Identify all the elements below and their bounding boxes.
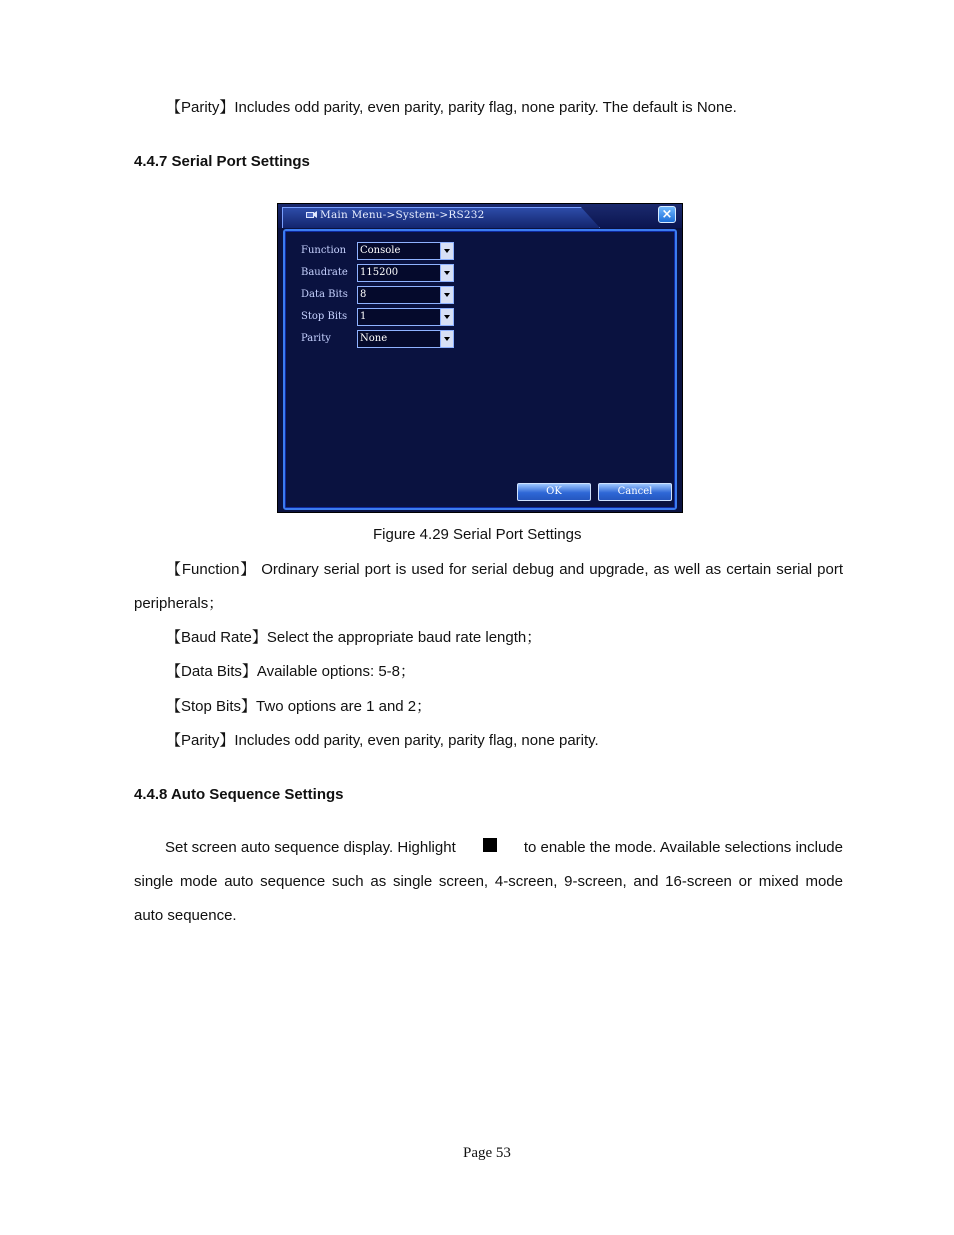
dialog-title: Main Menu->System->RS232 [320,209,485,221]
baudrate-label: Baudrate [301,267,348,278]
dialog-titlebar [278,204,682,228]
chevron-down-icon[interactable] [440,331,453,347]
chevron-down-icon[interactable] [440,243,453,259]
paragraph-data-bits: 【Data Bits】Available options: 5-8； [166,663,416,680]
function-select[interactable] [357,242,454,260]
ok-button[interactable]: OK [517,483,591,501]
paragraph-auto-line2: single mode auto sequence such as single screen, 4-screen, 9-screen, and 16-screen or mixed mode [134,873,843,890]
paragraph-auto-line1 [165,838,843,858]
page-number: Page 53 [463,1145,511,1161]
data-bits-value: 8 [360,289,367,300]
rs232-dialog-figure [277,203,683,513]
chevron-down-icon[interactable] [440,265,453,281]
heading-auto-sequence-settings: 4.4.8 Auto Sequence Settings [134,786,344,803]
paragraph-auto-line3: auto sequence. [134,907,237,924]
main-menu-icon [306,210,317,219]
stop-bits-value: 1 [360,311,367,322]
paragraph-parity: 【Parity】Includes odd parity, even parity, parity flag, none parity. [166,732,599,749]
function-label: Function [301,245,347,256]
heading-serial-port-settings: 4.4.7 Serial Port Settings [134,153,310,170]
parity-select[interactable] [357,330,454,348]
data-bits-select[interactable] [357,286,454,304]
close-icon[interactable]: × [658,206,676,223]
stop-bits-select[interactable] [357,308,454,326]
chevron-down-icon[interactable] [440,287,453,303]
auto-text-a: Set screen auto sequence display. Highlight [165,839,456,856]
paragraph-baud-rate: 【Baud Rate】Select the appropriate baud rate length； [166,629,542,646]
paragraph-function-line2: peripherals； [134,595,224,612]
baudrate-value: 115200 [360,267,399,278]
paragraph-stop-bits: 【Stop Bits】Two options are 1 and 2； [166,698,432,715]
dialog-panel [283,229,677,510]
parity-label: Parity [301,333,331,344]
data-bits-label: Data Bits [301,289,348,300]
parity-value: None [360,333,388,344]
paragraph-function-line1: 【Function】 Ordinary serial port is used for serial debug and upgrade, as well as certain serial port [166,561,843,578]
baudrate-select[interactable] [357,264,454,282]
auto-text-b: to enable the mode. Available selections include [523,839,843,856]
cancel-button[interactable]: Cancel [598,483,672,501]
highlight-square-icon [483,838,497,852]
chevron-down-icon[interactable] [440,309,453,325]
function-value: Console [360,245,401,256]
stop-bits-label: Stop Bits [301,311,348,322]
paragraph-parity-default: 【Parity】Includes odd parity, even parity, parity flag, none parity. The default is None. [166,99,737,116]
figure-caption: Figure 4.29 Serial Port Settings [373,526,582,543]
